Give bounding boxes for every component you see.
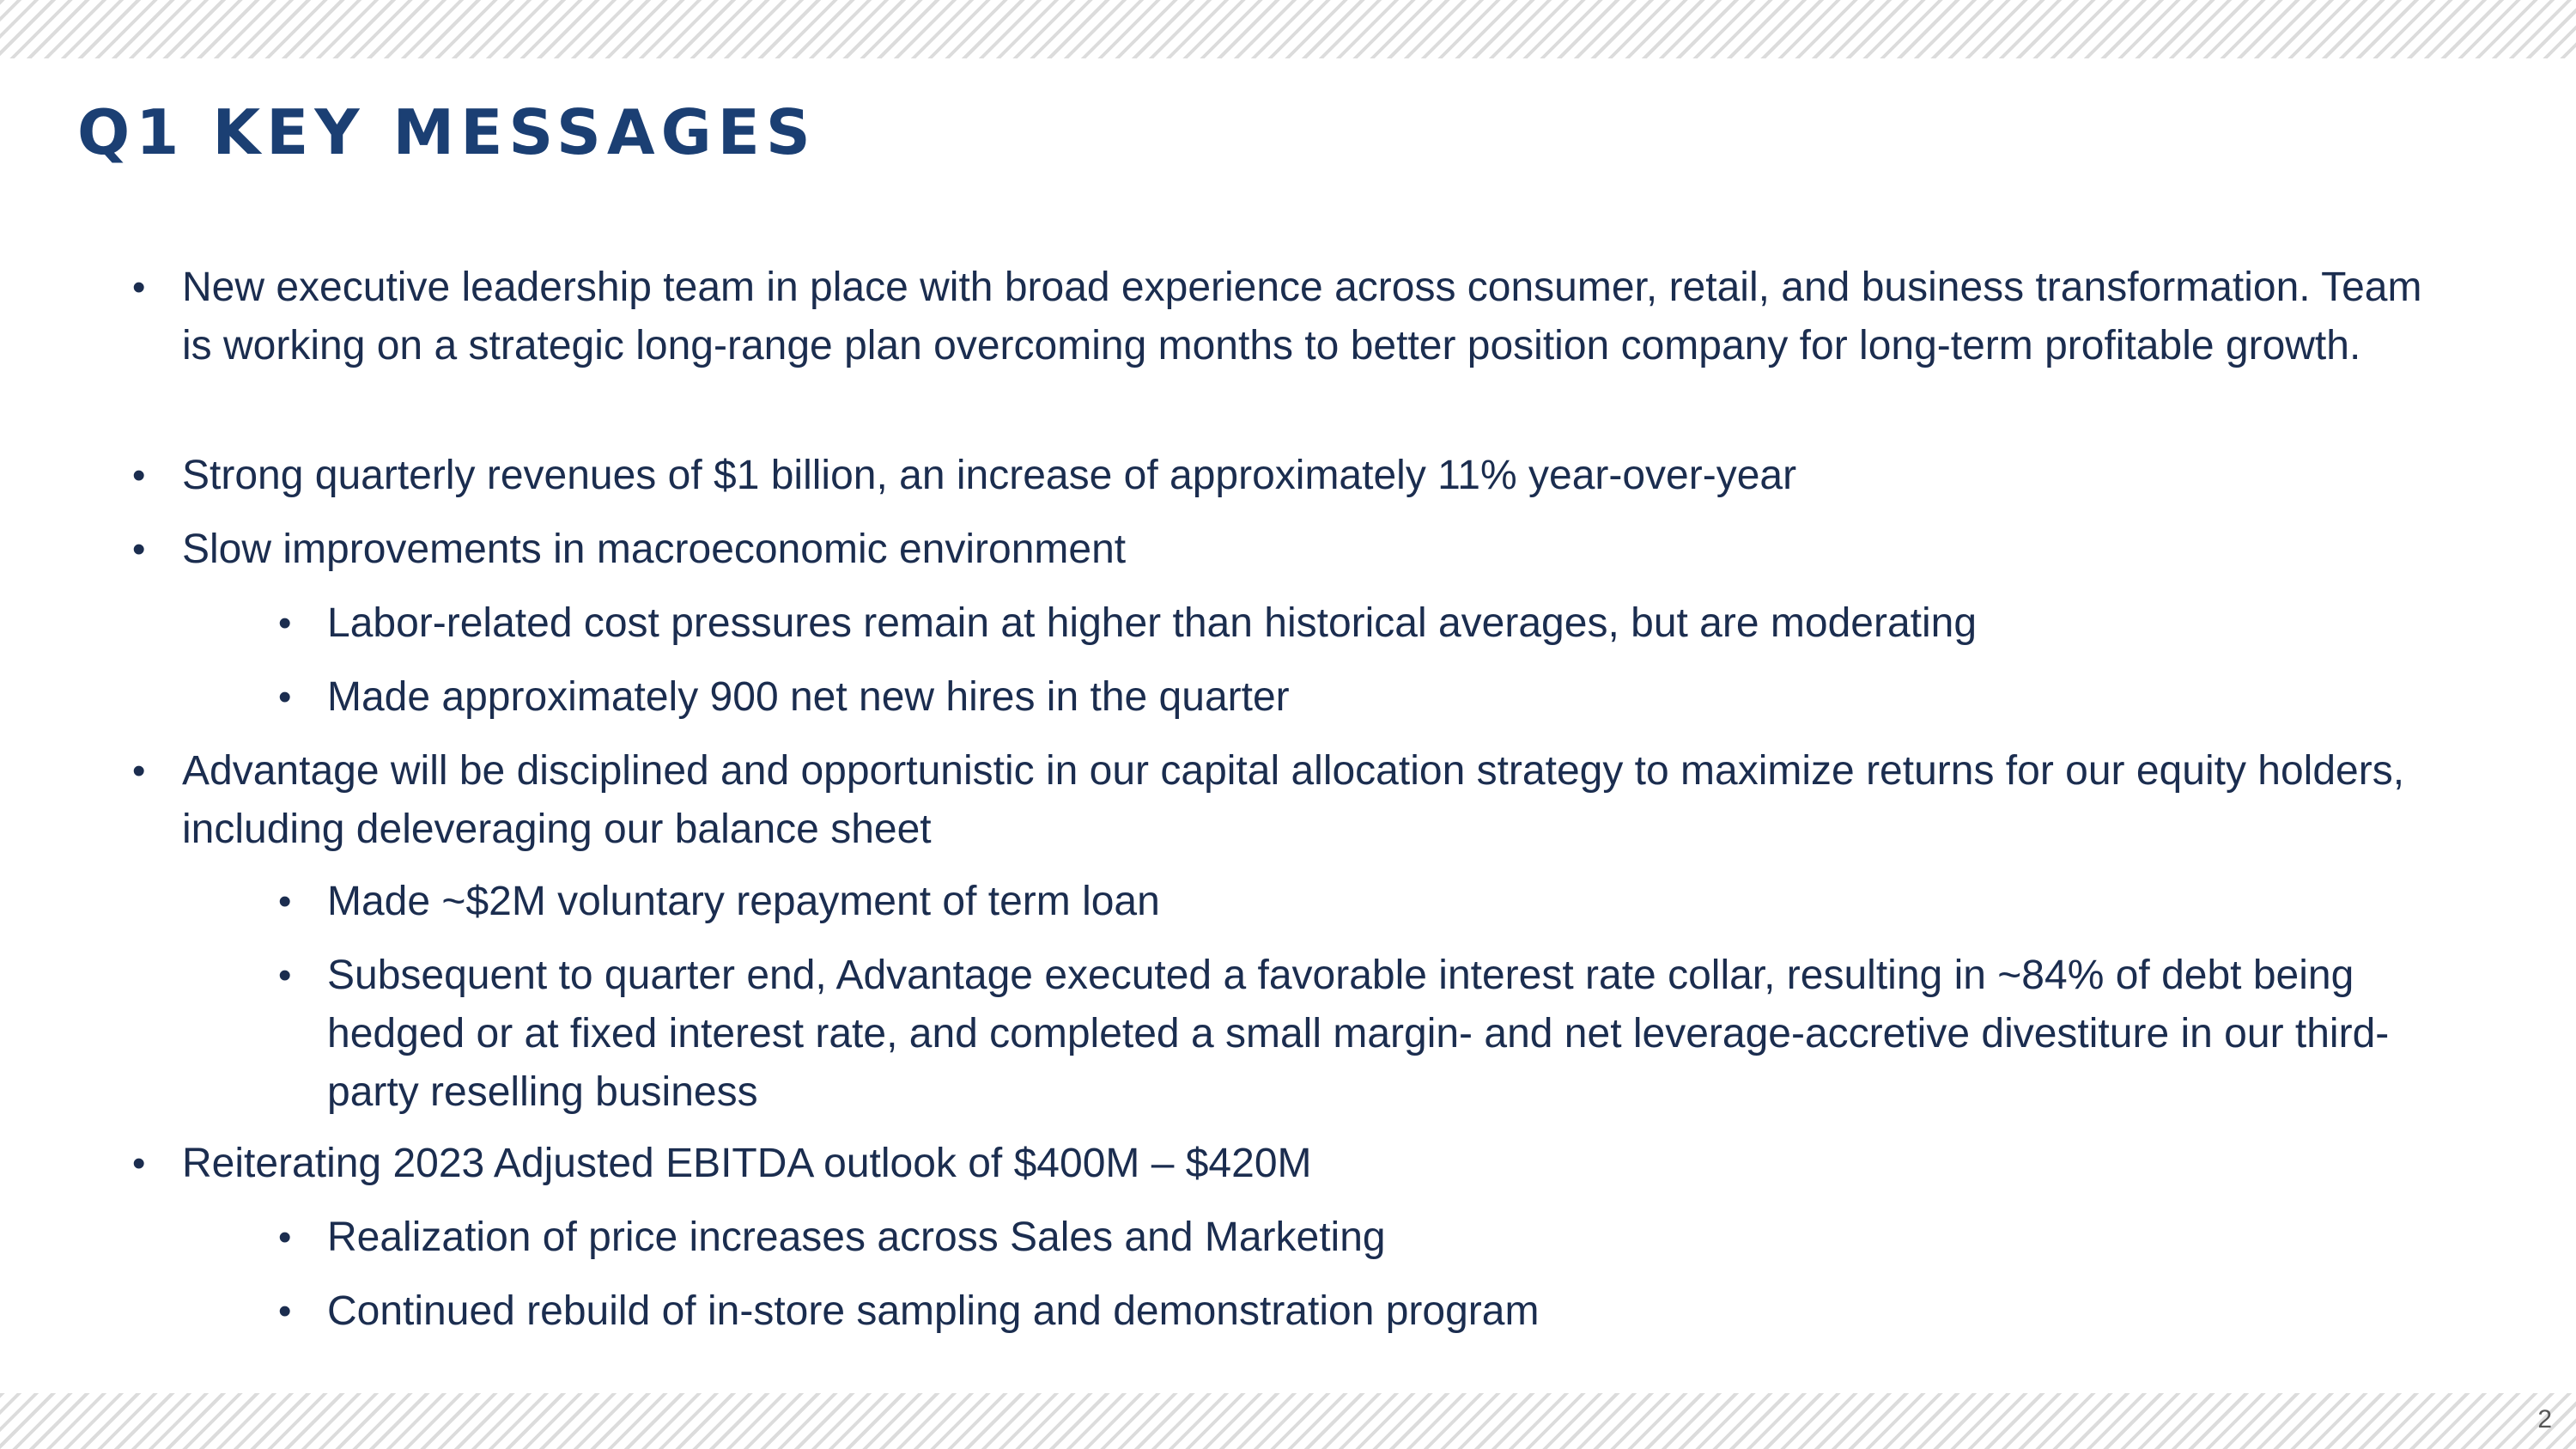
bullet-text: Made ~$2M voluntary repayment of term loan (327, 879, 1160, 924)
sub-bullet-item (278, 594, 2448, 653)
bullet-marker: • (278, 880, 292, 922)
bullet-text: Made approximately 900 net new hires in the quarter (327, 674, 1290, 720)
top-stripe-band (0, 0, 2576, 58)
sub-bullet-item (278, 873, 2448, 931)
bullet-text: Strong quarterly revenues of $1 billion, an increase of approximately 11% year-over-year (182, 453, 1797, 498)
sub-bullet-item (278, 1209, 2448, 1267)
bullet-text: Labor-related cost pressures remain at higher than historical averages, but are moderating (327, 600, 1978, 646)
bullet-marker: • (132, 454, 146, 496)
sub-bullet-item (278, 668, 2448, 727)
bullet-text: Realization of price increases across Sales and Marketing (327, 1215, 1386, 1260)
bullet-marker: • (132, 750, 146, 792)
bullet-text: New executive leadership team in place with broad experience across consumer, retail, and business transformation. Team is working on a strategic long-range plan overcoming months to better position company for long-term profitable growth. (182, 265, 2422, 368)
page-number: 2 (2537, 1405, 2552, 1434)
bullet-marker: • (132, 528, 146, 570)
bullet-item (132, 447, 2449, 505)
bullet-item (132, 1135, 2449, 1193)
bullet-item (132, 521, 2449, 579)
bullet-item (132, 259, 2449, 375)
bullet-marker: • (278, 676, 292, 718)
bullet-marker: • (278, 1290, 292, 1332)
bullet-text: Subsequent to quarter end, Advantage executed a favorable interest rate collar, resulting in ~84% of debt being hedged or at fixed interest rate, and completed a small margin- and net leverage-accretive divestiture in our third-party reselling business (327, 953, 2390, 1115)
bullet-item (132, 742, 2449, 859)
bullet-text: Slow improvements in macroeconomic environment (182, 527, 1127, 572)
bullet-marker: • (278, 1216, 292, 1258)
bullet-marker: • (278, 602, 292, 644)
bullet-marker: • (278, 954, 292, 996)
bullet-text: Advantage will be disciplined and opportunistic in our capital allocation strategy to maximize returns for our equity holders, including deleveraging our balance sheet (182, 748, 2405, 852)
bullet-marker: • (132, 1142, 146, 1184)
slide-title: Q1 KEY MESSAGES (77, 96, 817, 168)
sub-bullet-item (278, 947, 2448, 1122)
bottom-stripe-band (0, 1393, 2576, 1449)
sub-bullet-item (278, 1282, 2448, 1341)
bullet-text: Continued rebuild of in-store sampling and demonstration program (327, 1288, 1540, 1334)
bullet-marker: • (132, 266, 146, 308)
bullet-text: Reiterating 2023 Adjusted EBITDA outlook of $400M – $420M (182, 1141, 1312, 1186)
